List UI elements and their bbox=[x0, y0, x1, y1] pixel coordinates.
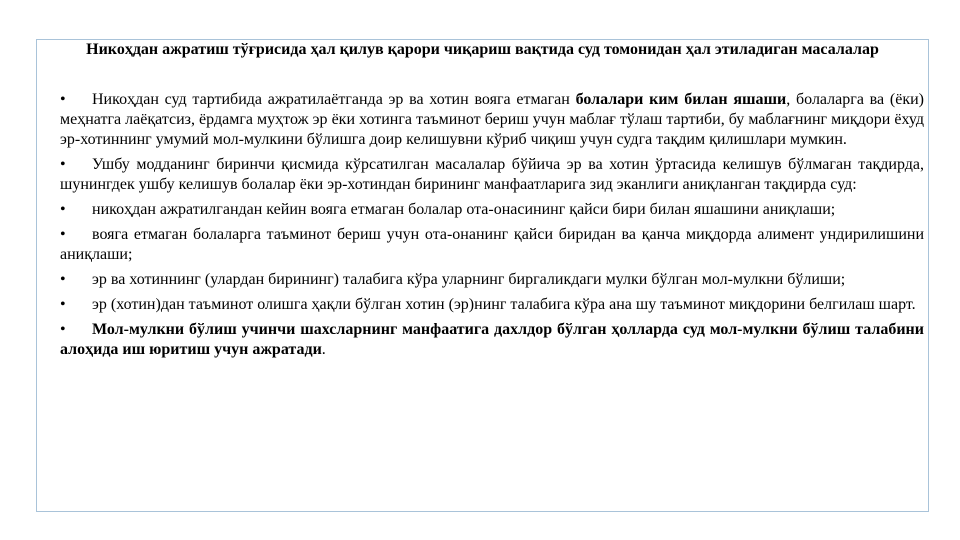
item-bold-text: болалари ким билан яшаши bbox=[575, 91, 787, 108]
bullet-icon: • bbox=[60, 226, 66, 243]
list-item bbox=[60, 320, 924, 360]
item-text: вояга етмаган болаларга таъминот бериш учун ота-онанинг қайси биридан ва қанча миқдорда алимент ундирилишини аниқлаши; bbox=[60, 226, 924, 263]
list-item bbox=[60, 295, 924, 315]
list-item bbox=[60, 270, 924, 290]
item-text: Ушбу модданинг биринчи қисмида кўрсатилган масалалар бўйича эр ва хотин ўртасида келишув бўлмаган тақдирда, шунингдек ушбу келишув болалар ёки эр-хотиндан бирининг манфаатларига зид эканлиги аниқланган тақдирда суд: bbox=[60, 156, 924, 193]
item-text: , болаларга ва (ёки) меҳнатга лаёқатсиз, ёрдамга муҳтож эр ёки хотинга таъминот бериш учун маблағ тўлаш тартиби, бу маблағнинг миқдори ёхуд эр-хотиннинг умумий мол-мулкини бўлишга доир келишувни кўриб чиқиш учун судга тақдим қилишлари мумкин. bbox=[60, 91, 924, 148]
item-text: никоҳдан ажратилгандан кейин вояга етмаган болалар ота-онасининг қайси бири билан яшашини аниқлаши; bbox=[92, 201, 836, 218]
list-item bbox=[60, 200, 924, 220]
bullet-icon: • bbox=[60, 321, 66, 338]
list-item bbox=[60, 90, 924, 150]
item-text: эр ва хотиннинг (улардан бирининг) талабига кўра уларнинг биргаликдаги мулки бўлган мол-мулкни бўлиши; bbox=[92, 271, 846, 288]
bullet-icon: • bbox=[60, 201, 66, 218]
list-item bbox=[60, 225, 924, 265]
list-item bbox=[60, 155, 924, 195]
bullet-icon: • bbox=[60, 296, 66, 313]
item-text: . bbox=[321, 341, 326, 358]
item-bold-text: Мол-мулкни бўлиш учинчи шахсларнинг манфаатига дахлдор бўлган ҳолларда суд мол-мулкни бўлиш талабини алоҳида иш юритиш учун ажратади bbox=[60, 321, 924, 358]
item-text: эр (хотин)дан таъминот олишга ҳақли бўлган хотин (эр)нинг талабига кўра ана шу таъминот миқдорини белгилаш шарт. bbox=[92, 296, 916, 313]
bullet-icon: • bbox=[60, 271, 66, 288]
item-text: Никоҳдан суд тартибида ажратилаётганда эр ва хотин вояга етмаган bbox=[92, 91, 576, 108]
bullet-icon: • bbox=[60, 156, 66, 173]
page-title: Никоҳдан ажратиш тўғрисида ҳал қилув қарори чиқариш вақтида суд томонидан ҳал этиладиган масалалар bbox=[86, 41, 879, 58]
bullet-icon: • bbox=[60, 91, 66, 108]
bullet-list bbox=[60, 90, 924, 365]
